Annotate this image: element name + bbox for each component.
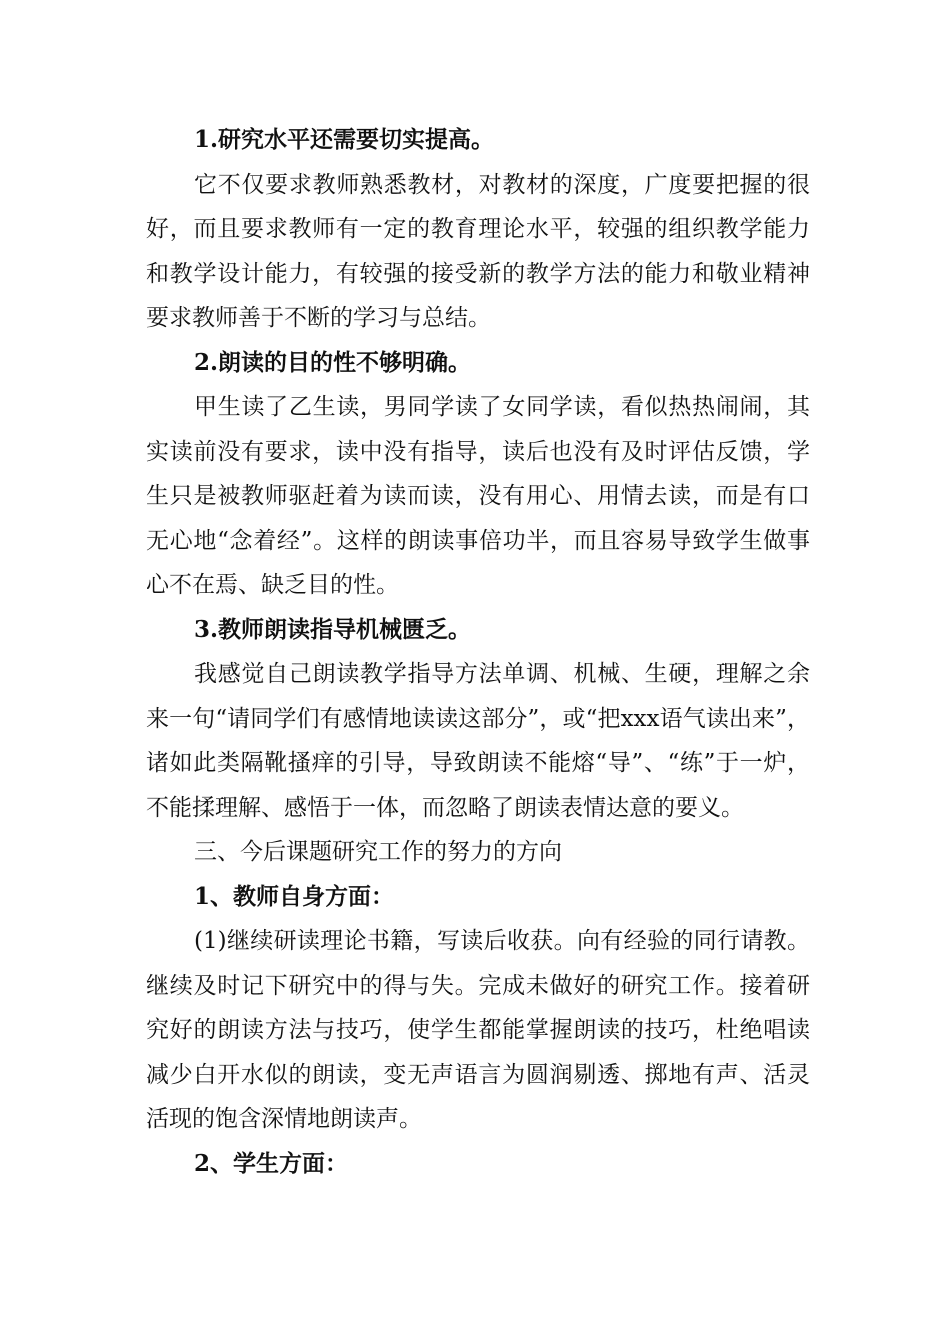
subheading-research-level: 1.研究水平还需要切实提高。 [194, 126, 495, 153]
paragraph-reading-purpose: 甲生读了乙生读，男同学读了女同学读，看似热热闹闹，其实读前没有要求，读中没有指导，读后也没有及时评估反馈，学生只是被教师驱赶着为读而读，没有用心、用情去读，而是有口无心地“念着经”。这样的朗读事倍功半，而且容易导致学生做事心不在焉、缺乏目的性。 [146, 394, 810, 598]
paragraph-teacher-aspect: (1)继续研读理论书籍，写读后收获。向有经验的同行请教。继续及时记下研究中的得与失。完成未做好的研究工作。接着研究好的朗读方法与技巧，使学生都能掌握朗读的技巧，杜绝唱读减少白开水似的朗读，变无声语言为圆润剔透、掷地有声、活灵活现的饱含深情地朗读声。 [146, 928, 810, 1132]
subheading-reading-guidance: 3.教师朗读指导机械匮乏。 [194, 615, 472, 643]
paragraph-research-level: 它不仅要求教师熟悉教材，对教材的深度，广度要把握的很好，而且要求教师有一定的教育理论水平，较强的组织教学能力和教学设计能力，有较强的接受新的教学方法的能力和敬业精神要求教师善于不断的学习与总结。 [146, 171, 810, 331]
document-body [146, 118, 810, 1186]
paragraph-reading-guidance: 我感觉自己朗读教学指导方法单调、机械、生硬，理解之余来一句“请同学们有感情地读读这部分”，或“把xxx语气读出来”，诸如此类隔靴搔痒的引导，导致朗读不能熔“导”、“练”于一炉，不能揉理解、感悟于一体，而忽略了朗读表情达意的要义。 [146, 661, 810, 821]
subheading-student-aspect: 2、学生方面： [194, 1149, 349, 1177]
subheading-reading-purpose: 2.朗读的目的性不够明确。 [194, 348, 472, 376]
section-heading-future-direction: 三、今后课题研究工作的努力的方向 [194, 839, 562, 865]
subheading-teacher-aspect: 1、教师自身方面： [194, 882, 395, 910]
